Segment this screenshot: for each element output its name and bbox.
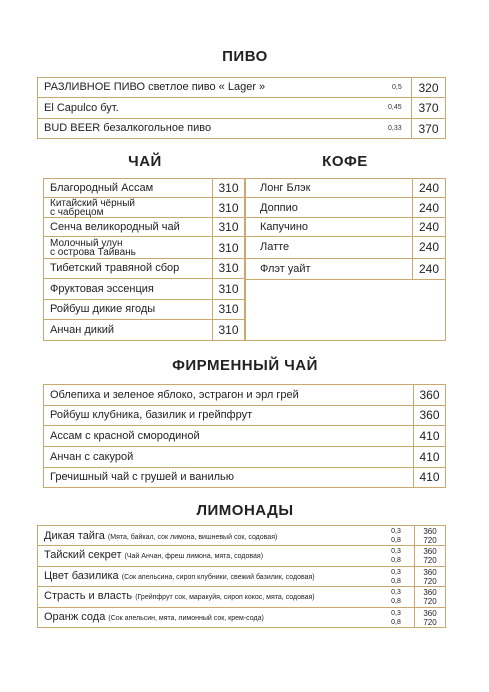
lemonade-price-large: 720 (423, 577, 437, 586)
tea-price: 310 (218, 241, 239, 255)
tea-price: 310 (218, 261, 239, 275)
lemonade-name (44, 570, 315, 582)
lemonade-volume-small: 0,3 (391, 569, 401, 576)
tea-row (44, 198, 244, 218)
signature-tea-price: 360 (419, 388, 440, 402)
beer-row (38, 119, 445, 139)
lemonade-price-large: 720 (423, 618, 437, 627)
lemonade-title: Тайский секрет (44, 549, 122, 561)
lemonade-name (44, 611, 264, 623)
lemonade-desc: (Сок апельсина, сироп клубники, свежий базилик, содовая) (121, 574, 315, 581)
tea-name: Фруктовая эссенция (50, 283, 154, 295)
tea-row (44, 259, 244, 279)
coffee-row (246, 259, 445, 280)
signature-tea-row (44, 447, 445, 468)
lemonade-title: Дикая тайга (44, 530, 105, 542)
beer-price: 370 (418, 101, 439, 115)
signature-tea-row (44, 426, 445, 447)
lemonade-name (44, 590, 315, 602)
coffee-name: Латте (260, 241, 290, 253)
signature-tea-row (44, 385, 445, 406)
tea-name: Благородный Ассам (50, 182, 154, 194)
lemonade-desc: (Мята, байкал, сок лимона, вишневый сок, содовая) (107, 534, 278, 541)
tea-row (44, 237, 244, 259)
lemonade-volume-large: 0,8 (391, 598, 401, 605)
lemonade-volume-large: 0,8 (391, 619, 401, 626)
beer-price: 370 (418, 122, 439, 136)
beer-volume: 0,33 (388, 125, 402, 132)
beer-heading: ПИВО (222, 48, 268, 65)
tea-price: 310 (218, 181, 239, 195)
tea-heading: ЧАЙ (128, 153, 162, 170)
beer-row (38, 98, 445, 119)
tea-price: 310 (218, 282, 239, 296)
coffee-price: 240 (418, 262, 440, 276)
signature-tea-price: 360 (419, 408, 440, 422)
coffee-heading: КОФЕ (322, 153, 368, 170)
lemonade-row (38, 546, 445, 567)
lemonade-row (38, 608, 445, 628)
tea-table (43, 178, 245, 341)
tea-name: Китайский чёрный с чабрецом (50, 198, 135, 218)
coffee-name: Доппио (260, 202, 298, 214)
coffee-name: Лонг Блэк (260, 182, 311, 194)
signature-tea-price: 410 (419, 429, 440, 443)
lemonade-price-small: 360 (423, 547, 437, 556)
signature-tea-price: 410 (419, 450, 440, 464)
tea-name: Анчан дикий (50, 324, 115, 336)
tea-price: 310 (218, 201, 239, 215)
coffee-row (246, 179, 445, 198)
beer-name: РАЗЛИВНОЕ ПИВО светлое пиво « Lager » (44, 81, 266, 93)
beer-price: 320 (418, 81, 439, 95)
signature-tea-row (44, 468, 445, 488)
signature-tea-name: Ассам с красной смородиной (50, 430, 200, 442)
lemonade-price-small: 360 (423, 588, 437, 597)
lemonade-name (44, 530, 277, 542)
lemonade-price-large: 720 (423, 536, 437, 545)
lemonades-table (37, 525, 446, 628)
beer-name: BUD BEER безалкогольное пиво (44, 122, 212, 134)
lemonade-price-small: 360 (423, 527, 437, 536)
lemonade-price-small: 360 (423, 609, 437, 618)
signature-tea-name: Гречишный чай с грушей и ванилью (50, 471, 235, 483)
lemonade-volume-large: 0,8 (391, 537, 401, 544)
signature-tea-row (44, 406, 445, 426)
beer-volume: 0,5 (392, 84, 402, 91)
signature-tea-heading: ФИРМЕННЫЙ ЧАЙ (172, 357, 318, 374)
tea-name: Ройбуш дикие ягоды (50, 303, 156, 315)
coffee-table (245, 178, 446, 341)
coffee-price: 240 (418, 240, 440, 254)
coffee-row (246, 198, 445, 218)
lemonade-volume-small: 0,3 (391, 589, 401, 596)
tea-row (44, 300, 244, 320)
coffee-price: 240 (418, 220, 440, 234)
lemonade-volume-small: 0,3 (391, 610, 401, 617)
tea-name: Тибетский травяной сбор (50, 262, 180, 274)
lemonade-price-large: 720 (423, 597, 437, 606)
lemonade-desc: (Сок апельсин, мята, лимонный сок, крем-сода) (108, 615, 264, 622)
beer-name: El Capulco бут. (44, 102, 119, 114)
signature-tea-name: Ройбуш клубника, базилик и грейпфрут (50, 409, 253, 421)
tea-row (44, 279, 244, 300)
coffee-price: 240 (418, 181, 440, 195)
lemonade-row (38, 526, 445, 546)
tea-row (44, 218, 244, 237)
coffee-price: 240 (418, 201, 440, 215)
signature-tea-table (43, 384, 446, 488)
coffee-row (246, 218, 445, 237)
beer-volume: 0,45 (388, 104, 402, 111)
tea-row (44, 320, 244, 341)
lemonade-volume-small: 0,3 (391, 548, 401, 555)
lemonade-desc: (Грейпфрут сок, маракуйя, сироп кокос, мята, содовая) (135, 594, 315, 601)
signature-tea-price: 410 (419, 470, 440, 484)
lemonade-name (44, 549, 263, 561)
lemonade-volume-small: 0,3 (391, 528, 401, 535)
tea-price: 310 (218, 302, 239, 316)
lemonade-title: Оранж сода (44, 611, 106, 623)
coffee-name: Флэт уайт (260, 263, 311, 275)
tea-name: Сенча великородный чай (50, 221, 180, 233)
lemonade-title: Цвет базилика (44, 570, 119, 582)
coffee-row (246, 237, 445, 259)
coffee-name: Капучино (260, 221, 309, 233)
tea-name: Молочный улун с острова Тайвань (50, 238, 136, 258)
tea-price: 310 (218, 220, 239, 234)
beer-row (38, 78, 445, 98)
beer-table (37, 77, 446, 139)
tea-price: 310 (218, 323, 239, 337)
lemonade-desc: (Чай Анчан, фреш лимона, мята, содовая) (124, 553, 264, 560)
lemonade-price-large: 720 (423, 556, 437, 565)
signature-tea-name: Облепиха и зеленое яблоко, эстрагон и эрл грей (50, 389, 299, 401)
signature-tea-name: Анчан с сакурой (50, 451, 134, 463)
lemonade-row (38, 567, 445, 587)
lemonade-price-small: 360 (423, 568, 437, 577)
lemonade-row (38, 587, 445, 608)
lemonades-heading: ЛИМОНАДЫ (196, 502, 294, 519)
tea-row (44, 179, 244, 198)
lemonade-volume-large: 0,8 (391, 578, 401, 585)
lemonade-volume-large: 0,8 (391, 557, 401, 564)
lemonade-title: Страсть и власть (44, 590, 133, 602)
